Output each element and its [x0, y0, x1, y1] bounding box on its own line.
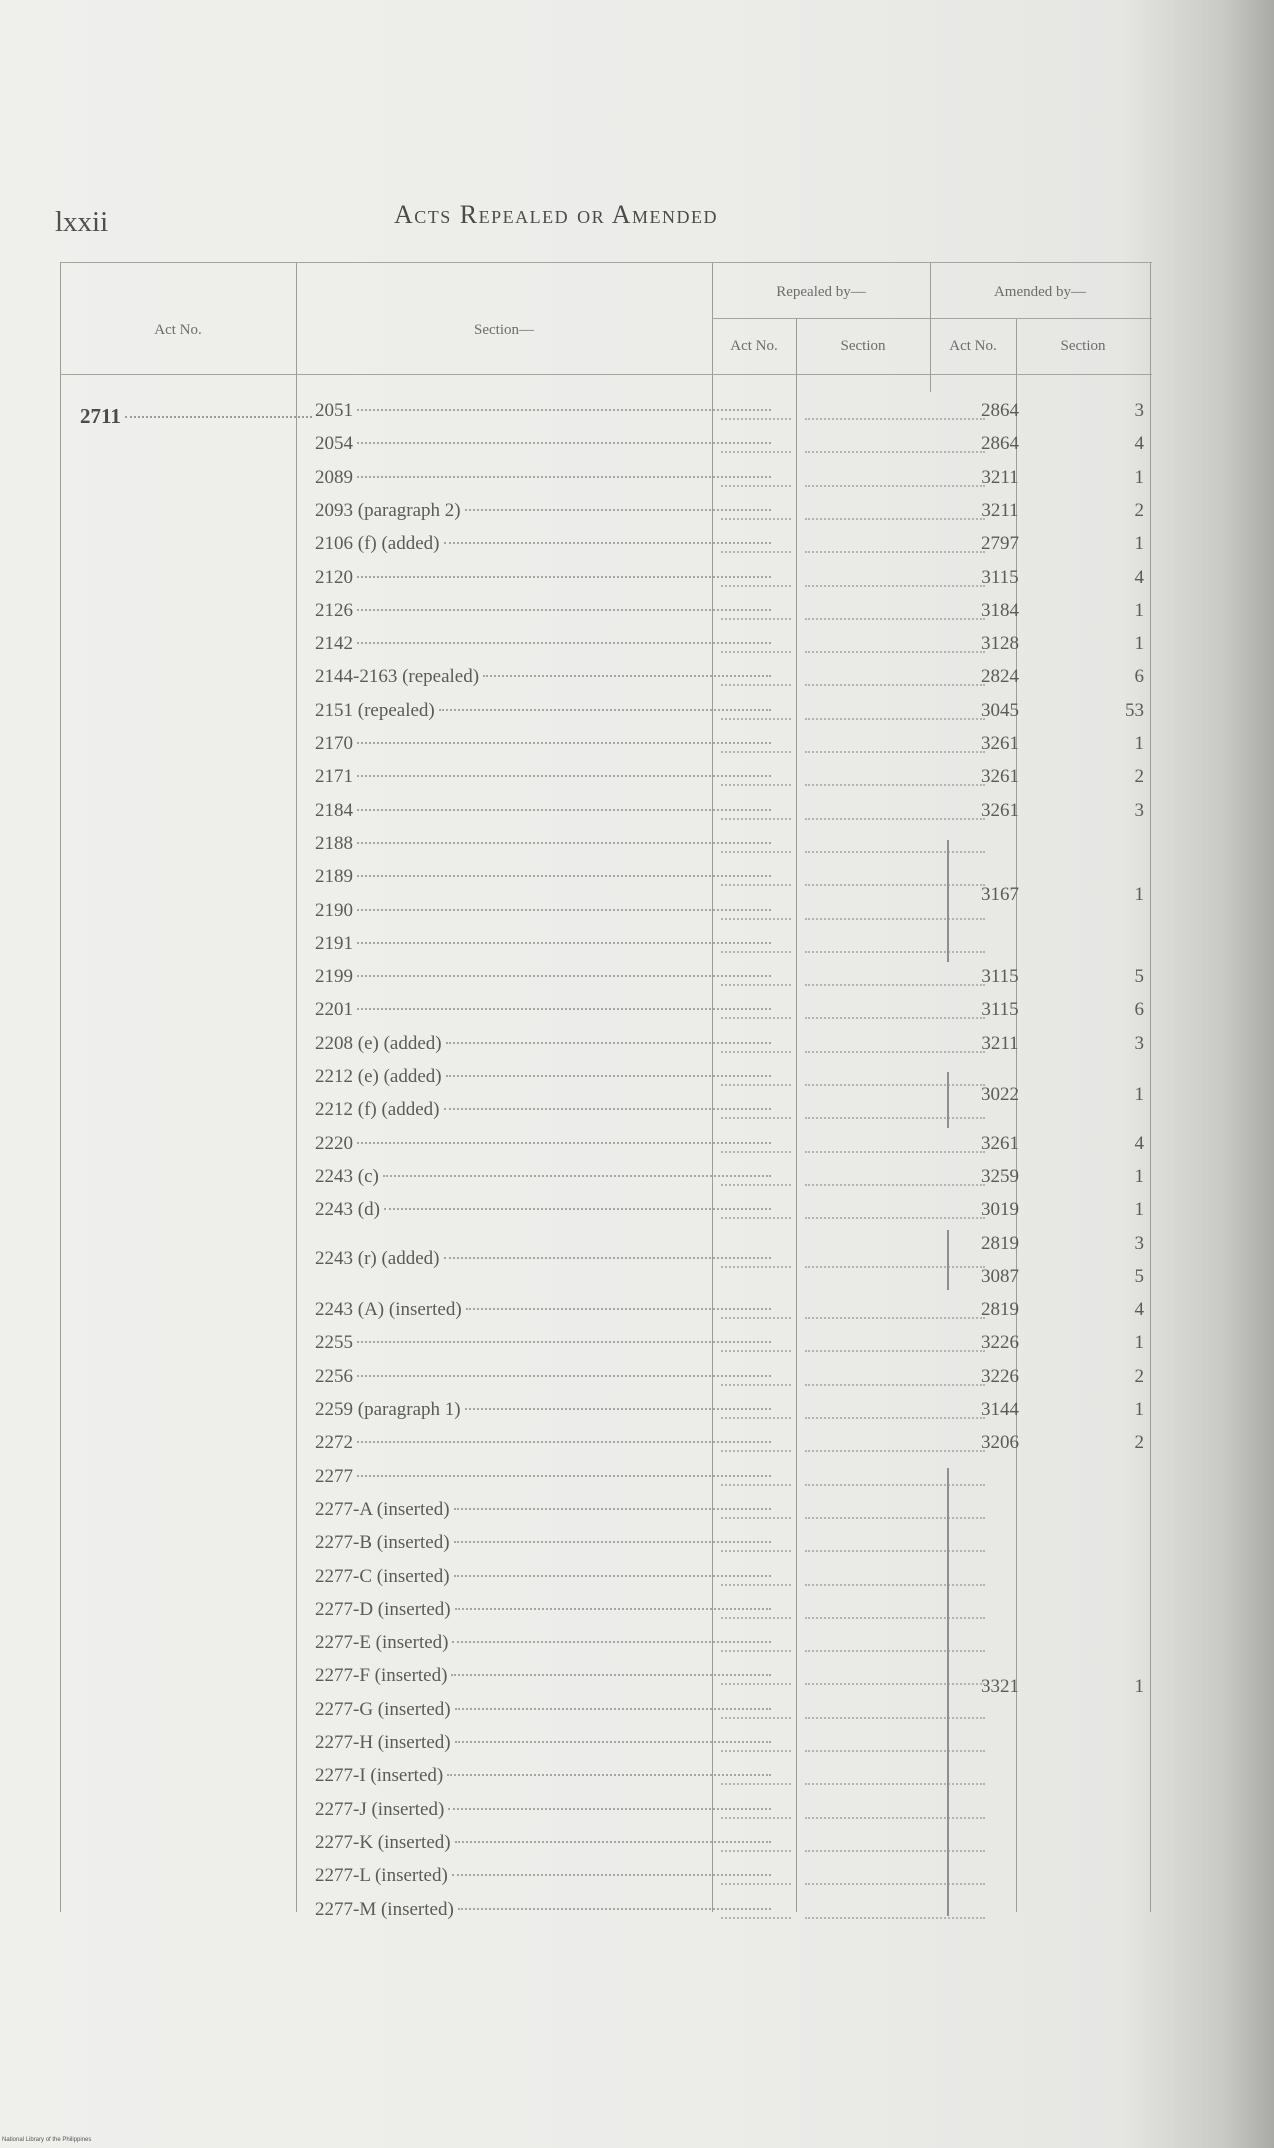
amend-section: 4	[1134, 1299, 1144, 1321]
amend-section: 1	[1134, 466, 1144, 488]
section-label: 2243 (c)	[315, 1165, 379, 1187]
amend-section: 6	[1134, 666, 1144, 688]
amend-section: 2	[1134, 766, 1144, 788]
section-label: 2277-E (inserted)	[315, 1632, 449, 1654]
section-label: 2243 (d)	[315, 1199, 380, 1221]
table-row	[60, 696, 1152, 729]
table-row	[60, 929, 1152, 962]
group-brace-2243r	[937, 1230, 949, 1290]
table-row	[60, 1761, 1152, 1794]
header-amended-act-no: Act No.	[949, 338, 997, 354]
section-label: 2243 (A) (inserted)	[315, 1299, 462, 1321]
act-number-label: 2711	[80, 404, 121, 428]
amend-section: 1	[1134, 633, 1144, 655]
section-label: 2243 (r) (added)	[315, 1248, 440, 1269]
table-row	[60, 463, 1152, 496]
grouped-amend-section-3022: 1	[1134, 1084, 1144, 1105]
header-amended-by: Amended by—	[993, 284, 1087, 300]
table-row	[60, 962, 1152, 995]
amend-section: 2	[1134, 1432, 1144, 1454]
table-row	[60, 1195, 1152, 1228]
rule-top	[60, 262, 1152, 263]
header-act-no: Act No.	[154, 322, 202, 338]
amend-act-no: 3019	[981, 1199, 1019, 1221]
section-label: 2277-M (inserted)	[315, 1898, 454, 1920]
amend-section: 4	[1134, 433, 1144, 455]
table-row	[60, 1462, 1152, 1495]
grouped-amend-section-3167: 1	[1134, 884, 1144, 905]
amend-act-no: 3261	[981, 1132, 1019, 1154]
section-label: 2277-H (inserted)	[315, 1732, 451, 1753]
section-label: 2259 (paragraph 1)	[315, 1399, 461, 1420]
amend-section: 1	[1134, 599, 1144, 621]
grouped-amend-act-3167: 3167	[981, 884, 1019, 905]
amend-section: 1	[1134, 733, 1144, 754]
table-row	[60, 1029, 1152, 1062]
page-title: Acts Repealed or Amended	[394, 200, 718, 229]
section-label: 2277-B (inserted)	[315, 1532, 450, 1554]
header-repealed-act-no: Act No.	[730, 338, 778, 354]
section-label: 2089	[315, 466, 353, 488]
amend-section: 3	[1134, 1232, 1144, 1254]
amend-section: 53	[1125, 699, 1144, 721]
rule-amended-mid	[1016, 318, 1017, 394]
amend-section: 1	[1134, 1199, 1144, 1221]
rule-section	[712, 262, 713, 392]
amend-act-no: 3211	[981, 499, 1019, 521]
amend-act-no: 3115	[981, 566, 1019, 588]
table-row	[60, 1295, 1152, 1328]
amend-section: 5	[1134, 966, 1144, 988]
amend-section: 2	[1134, 1365, 1144, 1387]
section-label: 2191	[315, 932, 353, 954]
table-row	[60, 1495, 1152, 1528]
table-row	[60, 563, 1152, 596]
amend-section: 3	[1134, 799, 1144, 821]
section-label: 2208 (e) (added)	[315, 1032, 442, 1054]
section-label: 2106 (f) (added)	[315, 533, 440, 555]
table-row	[60, 729, 1152, 762]
section-label: 2277-F (inserted)	[315, 1665, 448, 1687]
amend-act-no: 3261	[981, 799, 1019, 821]
amend-section: 4	[1134, 566, 1144, 588]
table-row	[60, 1328, 1152, 1361]
table-row	[60, 1828, 1152, 1861]
table-row	[60, 995, 1152, 1028]
amend-act-no: 3259	[981, 1165, 1019, 1187]
table-row	[60, 1362, 1152, 1395]
section-label: 2277-G (inserted)	[315, 1698, 451, 1720]
table-row	[60, 529, 1152, 562]
section-label: 2277-C (inserted)	[315, 1565, 450, 1587]
section-label: 2255	[315, 1332, 353, 1354]
grouped-amend-act-3321: 3321	[981, 1676, 1019, 1697]
section-label: 2142	[315, 633, 353, 655]
section-label: 2144-2163 (repealed)	[315, 666, 480, 688]
amend-act-no: 3115	[981, 966, 1019, 988]
section-label: 2190	[315, 899, 353, 921]
amend-act-no: 2819	[981, 1232, 1019, 1254]
amend-section: 1	[1134, 533, 1144, 555]
amend-act-no: 3128	[981, 633, 1019, 655]
table-row	[60, 596, 1152, 629]
amend-act-no: 2819	[981, 1299, 1019, 1321]
table-row	[60, 396, 1152, 429]
section-label: 2212 (f) (added)	[315, 1099, 440, 1121]
amend-section: 3	[1134, 400, 1144, 421]
amend-act-no: 2864	[981, 433, 1019, 455]
amend-act-no: 3087	[981, 1265, 1019, 1287]
section-label: 2277	[315, 1465, 353, 1487]
table-row	[60, 1595, 1152, 1628]
table-row	[60, 829, 1152, 862]
section-label: 2201	[315, 999, 353, 1021]
amend-section: 4	[1134, 1132, 1144, 1154]
amend-act-no: 2864	[981, 400, 1019, 421]
table-row	[60, 1895, 1152, 1928]
section-label: 2184	[315, 799, 353, 821]
amend-act-no: 3211	[981, 466, 1019, 488]
table-row	[60, 429, 1152, 462]
section-label: 2220	[315, 1132, 353, 1154]
section-label: 2272	[315, 1432, 353, 1454]
section-label: 2171	[315, 766, 353, 788]
grouped-amend-section-3321: 1	[1134, 1676, 1144, 1697]
grouped-section-2243r	[60, 1244, 1152, 1277]
amend-act-no: 3144	[981, 1399, 1019, 1420]
header-repealed-section: Section	[840, 338, 886, 354]
amend-section: 1	[1134, 1332, 1144, 1354]
rule-header-bottom	[60, 374, 1152, 375]
table-row	[60, 762, 1152, 795]
amend-section: 6	[1134, 999, 1144, 1021]
table-row	[60, 1428, 1152, 1461]
header-repealed-by: Repealed by—	[776, 284, 866, 300]
group-brace-2212	[937, 1072, 949, 1128]
section-label: 2151 (repealed)	[315, 699, 435, 721]
amend-section: 2	[1134, 499, 1144, 521]
section-label: 2277-K (inserted)	[315, 1831, 451, 1853]
amend-act-no: 3115	[981, 999, 1019, 1021]
table-row	[60, 1528, 1152, 1561]
footer-credit: National Library of the Philippines	[2, 2137, 92, 2143]
section-label: 2256	[315, 1365, 353, 1387]
grouped-amend-act-3022: 3022	[981, 1084, 1019, 1105]
section-label: 2189	[315, 866, 353, 888]
amend-act-no: 3226	[981, 1365, 1019, 1387]
amendments-table	[60, 262, 1152, 1920]
section-label: 2212 (e) (added)	[315, 1066, 442, 1087]
section-label: 2054	[315, 433, 353, 455]
section-label: 2277-D (inserted)	[315, 1598, 451, 1620]
section-label: 2170	[315, 733, 353, 754]
section-label: 2277-A (inserted)	[315, 1498, 450, 1520]
section-label: 2126	[315, 599, 353, 621]
table-row	[60, 1795, 1152, 1828]
table-row	[60, 1129, 1152, 1162]
group-brace-2188	[937, 840, 949, 962]
amend-act-no: 2797	[981, 533, 1019, 555]
section-label: 2188	[315, 832, 353, 854]
amend-act-no: 3211	[981, 1032, 1019, 1054]
section-label: 2051	[315, 400, 353, 421]
amend-act-no: 3206	[981, 1432, 1019, 1454]
section-label: 2199	[315, 966, 353, 988]
group-brace-2277	[937, 1468, 949, 1916]
section-label: 2093 (paragraph 2)	[315, 499, 461, 521]
header-section: Section—	[474, 322, 534, 338]
table-row	[60, 1861, 1152, 1894]
section-label: 2120	[315, 566, 353, 588]
rule-amended	[930, 262, 931, 392]
table-row	[60, 1162, 1152, 1195]
amend-act-no: 3261	[981, 766, 1019, 788]
rule-subhead	[712, 318, 1152, 319]
table-row	[60, 662, 1152, 695]
table-row	[60, 1562, 1152, 1595]
table-row	[60, 1728, 1152, 1761]
amend-act-no: 3184	[981, 599, 1019, 621]
rule-repealed-mid	[796, 318, 797, 394]
table-row	[60, 496, 1152, 529]
section-label: 2277-I (inserted)	[315, 1765, 444, 1787]
table-row	[60, 629, 1152, 662]
section-label: 2277-L (inserted)	[315, 1865, 448, 1887]
page-number: lxxii	[55, 206, 109, 238]
table-row	[60, 796, 1152, 829]
header-amended-section: Section	[1060, 338, 1106, 354]
table-row	[60, 1628, 1152, 1661]
table-row	[60, 1695, 1152, 1728]
table-row	[60, 1395, 1152, 1428]
amend-act-no: 3045	[981, 699, 1019, 721]
section-label: 2277-J (inserted)	[315, 1798, 445, 1820]
amend-act-no: 3226	[981, 1332, 1019, 1354]
amend-act-no: 2824	[981, 666, 1019, 688]
amend-section: 1	[1134, 1165, 1144, 1187]
amend-act-no: 3261	[981, 733, 1019, 754]
amend-section: 1	[1134, 1399, 1144, 1420]
amend-section: 3	[1134, 1032, 1144, 1054]
amend-section: 5	[1134, 1265, 1144, 1287]
